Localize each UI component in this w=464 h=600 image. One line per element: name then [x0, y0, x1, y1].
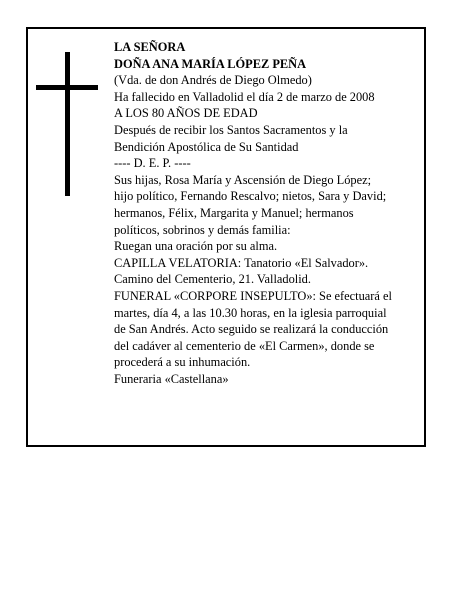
cross-vertical-bar: [65, 52, 70, 196]
notice-line-funeral-2: martes, día 4, a las 10.30 horas, en la iglesia parroquial: [114, 305, 387, 320]
notice-line-rip: ---- D. E. P. ----: [114, 156, 191, 171]
notice-line-chapel: CAPILLA VELATORIA: Tanatorio «El Salvador».: [114, 255, 369, 270]
cross-horizontal-bar: [36, 85, 98, 90]
notice-line-funeral-4: del cadáver al cementerio de «El Carmen», donde se: [114, 338, 375, 353]
notice-line-funeral-3: de San Andrés. Acto seguido se realizará la conducción: [114, 322, 389, 337]
notice-line-sacraments: Después de recibir los Santos Sacramentos y la: [114, 122, 348, 137]
notice-line-chapel-address: Camino del Cementerio, 21. Valladolid.: [114, 272, 311, 287]
notice-line-family-3: hermanos, Félix, Margarita y Manuel; hermanos: [114, 205, 354, 220]
cross-icon: [36, 52, 98, 196]
notice-line-honorific: LA SEÑORA: [114, 40, 186, 54]
notice-line-family-2: hijo político, Fernando Rescalvo; nietos, Sara y David;: [114, 189, 387, 204]
notice-line-family-4: políticos, sobrinos y demás familia:: [114, 222, 291, 237]
notice-line-widow-of: (Vda. de don Andrés de Diego Olmedo): [114, 73, 312, 88]
notice-line-funeral-1: FUNERAL «CORPORE INSEPULTO»: Se efectuará el: [114, 288, 392, 303]
obituary-text: [114, 39, 430, 387]
notice-line-blessing: Bendición Apostólica de Su Santidad: [114, 139, 299, 154]
notice-line-prayer: Ruegan una oración por su alma.: [114, 239, 278, 254]
notice-line-age: A LOS 80 AÑOS DE EDAD: [114, 106, 258, 121]
notice-line-funeral-home: Funeraria «Castellana»: [114, 371, 229, 386]
notice-line-funeral-5: procederá a su inhumación.: [114, 355, 251, 370]
notice-line-deceased-name: DOÑA ANA MARÍA LÓPEZ PEÑA: [114, 56, 307, 71]
notice-line-family-1: Sus hijas, Rosa María y Ascensión de Diego López;: [114, 172, 372, 187]
notice-line-death-date: Ha fallecido en Valladolid el día 2 de marzo de 2008: [114, 89, 375, 104]
